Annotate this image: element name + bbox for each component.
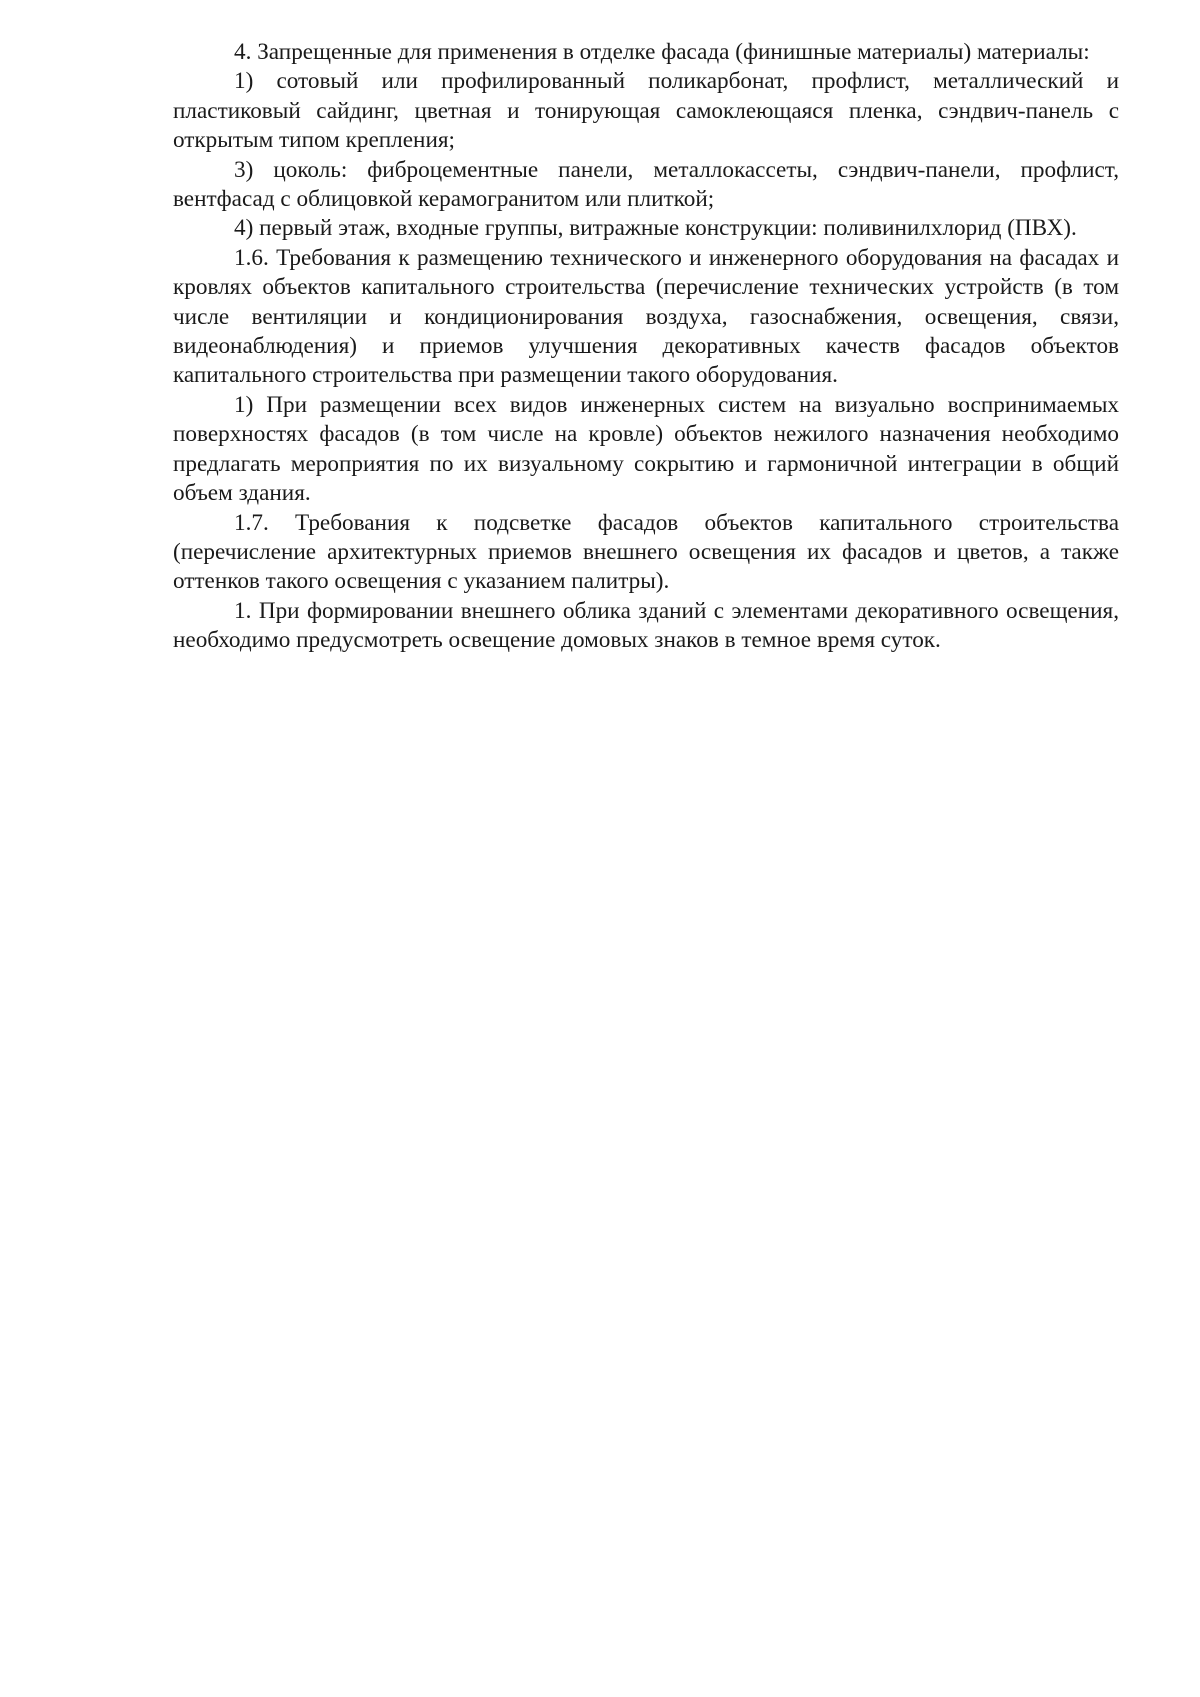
paragraph-prohibited-item-4-first-floor: 4) первый этаж, входные группы, витражные конструкции: поливинилхлорид (ПВХ). [234,215,1077,242]
document-body [173,38,1119,656]
paragraph-prohibited-materials-heading: 4. Запрещенные для применения в отделке фасада (финишные материалы) материалы: [234,39,1090,65]
paragraph-section-1-6: 1.6. Требования к размещению технического и инженерного оборудования на фасадах и кровлях объектов капитального строительства (перечисление технических устройств (в том числе вентиляции и кондиционирования воздуха, газоснабжения, освещения, связи, видеонаблюдения) и приемов улучшения декоративных качеств фасадов объектов капитального строительства при размещении такого оборудования. [173,244,1119,389]
paragraph-section-1-7: 1.7. Требования к подсветке фасадов объектов капитального строительства (перечисление архитектурных приемов внешнего освещения их фасадов и цветов, а также оттенков такого освещения с указанием палитры). [173,509,1119,595]
paragraph-prohibited-item-3-plinth: 3) цоколь: фиброцементные панели, металлокассеты, сэндвич-панели, профлист, вентфасад с облицовкой керамогранитом или плиткой; [173,156,1119,213]
paragraph-prohibited-item-1: 1) сотовый или профилированный поликарбонат, профлист, металлический и пластиковый сайдинг, цветная и тонирующая самоклеющаяся пленка, сэндвич-панель с открытым типом крепления; [173,68,1119,154]
paragraph-section-1-6-item-1: 1) При размещении всех видов инженерных систем на визуально воспринимаемых поверхностях фасадов (в том числе на кровле) объектов нежилого назначения необходимо предлагать мероприятия по их визуальному сокрытию и гармоничной интеграции в общий объем здания. [173,391,1119,507]
paragraph-section-1-7-item-1: 1. При формировании внешнего облика зданий с элементами декоративного освещения, необходимо предусмотреть освещение домовых знаков в темное время суток. [173,597,1119,654]
